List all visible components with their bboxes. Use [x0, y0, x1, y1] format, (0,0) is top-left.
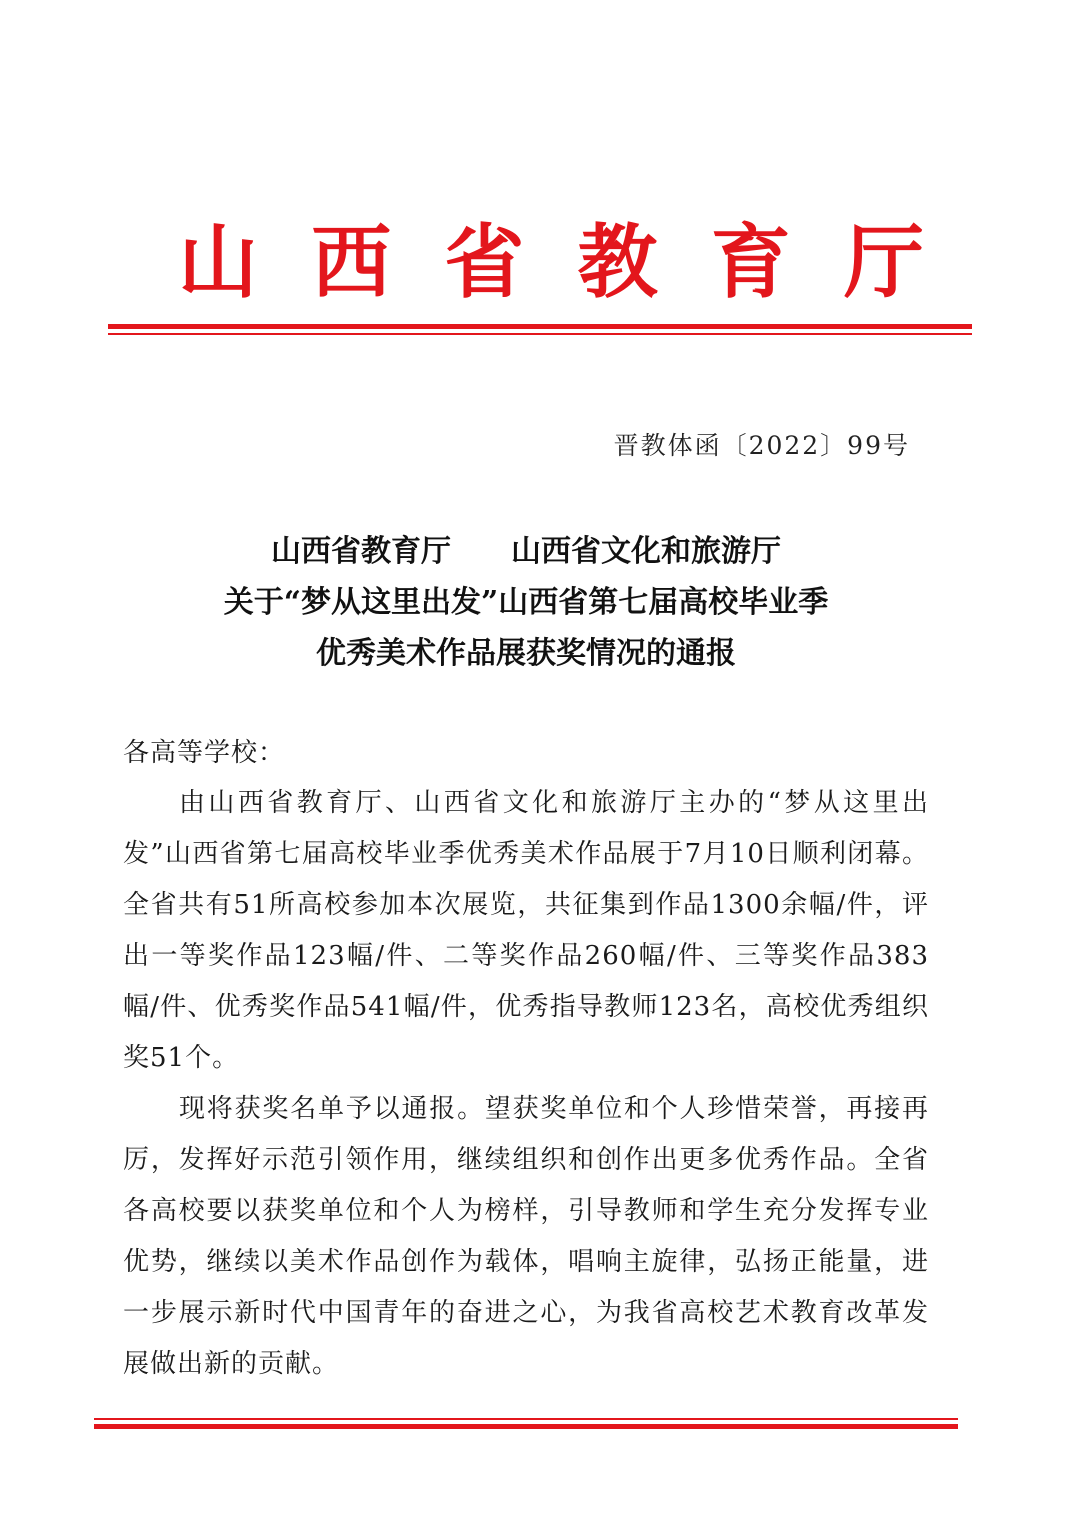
header-char: 西: [311, 215, 392, 309]
body-paragraph: 由山西省教育厅、山西省文化和旅游厅主办的“梦从这里出发”山西省第七届高校毕业季优秀美术作品展于7月10日顺利闭幕。全省共有51所高校参加本次展览，共征集到作品1300余幅/件，评出一等奖作品123幅/件、二等奖作品260幅/件、三等奖作品383幅/件、优秀奖作品541幅/件，优秀指导教师123名，高校优秀组织奖51个。: [123, 788, 929, 1073]
body-paragraph: 现将获奖名单予以通报。望获奖单位和个人珍惜荣誉，再接再厉，发挥好示范引领作用，继续组织和创作出更多优秀作品。全省各高校要以获奖单位和个人为榜样，引导教师和学生充分发挥专业优势，继续以美术作品创作为载体，唱响主旋律，弘扬正能量，进一步展示新时代中国青年的奋进之心，为我省高校艺术教育改革发展做出新的贡献。: [123, 1094, 929, 1379]
document-number: 晋教体函〔2022〕99号: [613, 431, 910, 460]
issuing-authority-header: [108, 214, 972, 310]
header-rule-thick: [108, 324, 972, 329]
header-char: 省: [444, 215, 525, 309]
header-rule-thin: [108, 333, 972, 335]
header-char: 厅: [843, 215, 924, 309]
document-title: [0, 526, 1052, 679]
salutation: 各高等学校：: [123, 738, 286, 768]
footer-rule-thick: [94, 1424, 958, 1429]
footer-rule-thin: [94, 1418, 958, 1420]
header-char: 教: [577, 215, 658, 309]
header-char: 育: [710, 215, 791, 309]
title-line: 优秀美术作品展获奖情况的通报: [316, 636, 736, 671]
header-char: 山: [178, 215, 258, 309]
title-line: 关于“梦从这里出发”山西省第七届高校毕业季: [223, 585, 829, 620]
title-line: 山西省教育厅 山西省文化和旅游厅: [271, 534, 781, 569]
